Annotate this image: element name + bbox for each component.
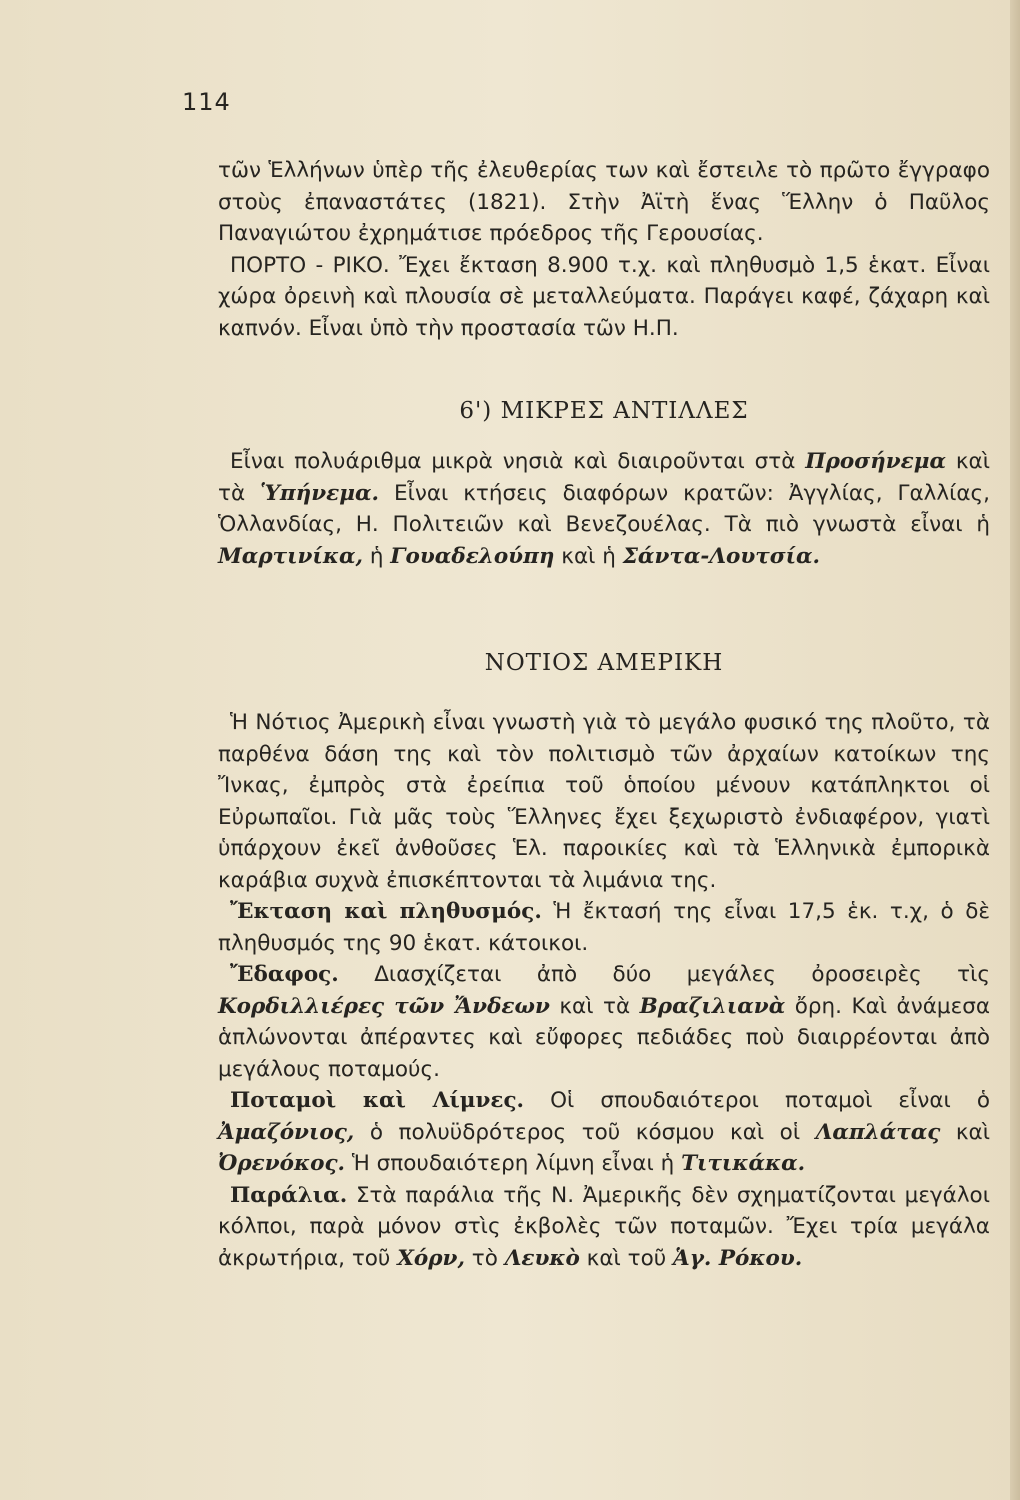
page-number: 114 bbox=[182, 88, 231, 116]
section-label: Παράλια. bbox=[230, 1182, 348, 1208]
paragraph-antilles: Εἶναι πολυάριθμα μικρὰ νησιὰ καὶ διαιροῦνται στὰ Προσήνεμα καὶ τὰ Ὑπήνεμα. Εἶναι κτήσεις διαφόρων κρατῶν: Ἀγγλίας, Γαλλίας, Ὁλλανδίας, Η. Πολιτειῶν καὶ Βενεζουέλας. Τὰ πιὸ γνωστὰ εἶναι ἡ Μαρτινίκα, ἡ Γουαδελούπη καὶ ἡ Σάντα-Λουτσία. bbox=[218, 449, 991, 569]
section-label: Ποταμοὶ καὶ Λίμνες. bbox=[230, 1088, 525, 1113]
text-block-antilles bbox=[218, 446, 990, 572]
place-name: Ἁγ. Ρόκου. bbox=[673, 1245, 803, 1271]
place-name: Προσήνεμα bbox=[805, 449, 947, 474]
place-name: Σάντα-Λουτσία. bbox=[622, 543, 821, 569]
place-name: Χόρν, bbox=[397, 1245, 465, 1271]
place-name: Ἀμαζόνιος, bbox=[218, 1119, 355, 1145]
paragraph-terrain: Ἔδαφος. Διασχίζεται ἀπὸ δύο μεγάλες ὀροσειρὲς τὶς Κορδιλλιέρες τῶν Ἄνδεων καὶ τὰ Βραζιλιανὰ ὄρη. Καὶ ἀνάμεσα ἁπλώνονται ἀπέραντες καὶ εὔφορες πεδιάδες ποὺ διαιρρέονται ἀπὸ μεγάλους ποταμούς. bbox=[218, 962, 990, 1082]
place-name: Τιτικάκα. bbox=[681, 1151, 806, 1176]
paragraph-rivers: Ποταμοὶ καὶ Λίμνες. Οἱ σπουδαιότεροι ποταμοὶ εἶναι ὁ Ἀμαζόνιος, ὁ πολυϋδρότερος τοῦ κόσμου καὶ οἱ Λαπλάτας καὶ Ὀρενόκος. Ἡ σπουδαιότερη λίμνη εἶναι ἡ Τιτικάκα. bbox=[218, 1088, 991, 1176]
place-name: Λαπλάτας bbox=[815, 1119, 941, 1145]
place-name: Κορδιλλιέρες τῶν Ἄνδεων bbox=[218, 993, 550, 1019]
place-name: Ὀρενόκος. bbox=[218, 1151, 346, 1176]
text-block-top bbox=[218, 155, 990, 344]
text-block-south-america bbox=[218, 707, 990, 1274]
paragraph-puerto-rico: ΠΟΡΤΟ - ΡΙΚΟ. Ἔχει ἔκταση 8.900 τ.χ. καὶ πληθυσμὸ 1,5 ἑκατ. Εἶναι χώρα ὀρεινὴ καὶ πλουσία σὲ μεταλλεύματα. Παράγει καφέ, ζάχαρη καὶ καπνόν. Εἶναι ὑπὸ τὴν προστασία τῶν Η.Π. bbox=[218, 252, 990, 341]
place-name: Ὑπήνεμα. bbox=[260, 480, 380, 506]
place-name: Μαρτινίκα, bbox=[218, 543, 363, 569]
place-name: Βραζιλιανὰ bbox=[639, 993, 786, 1019]
paragraph-intro: Ἡ Νότιος Ἀμερικὴ εἶναι γνωστὴ γιὰ τὸ μεγάλο φυσικό της πλοῦτο, τὰ παρθένα δάση της καὶ τὸν πολιτισμὸ τῶν ἀρχαίων κατοίκων της Ἴνκας, ἐμπρὸς στὰ ἐρείπια τοῦ ὁποίου μένουν κατάπληκτοι οἱ Εὐρωπαῖοι. Γιὰ μᾶς τοὺς Ἕλληνες ἔχει ξεχωριστὸ ἐνδιαφέρον, γιατὶ ὑπάρχουν ἐκεῖ ἀνθοῦσες Ἑλ. παροικίες καὶ τὰ Ἑλληνικὰ ἐμπορικὰ καράβια συχνὰ ἐπισκέπτονται τὰ λιμάνια της. bbox=[218, 710, 990, 893]
place-name: Γουαδελούπη bbox=[390, 543, 555, 569]
paragraph-haiti: τῶν Ἑλλήνων ὑπὲρ τῆς ἐλευθερίας των καὶ ἔστειλε τὸ πρῶτο ἔγγραφο στοὺς ἐπαναστάτες (1821). Στὴν Ἀϊτὴ ἕνας Ἕλλην ὁ Παῦλος Παναγιώτου ἐχρημάτισε πρόεδρος τῆς Γερουσίας. bbox=[218, 158, 990, 246]
heading-small-antilles: 6') ΜΙΚΡΕΣ ΑΝΤΙΛΛΕΣ bbox=[459, 398, 749, 424]
page-edge bbox=[1010, 0, 1020, 1500]
place-name: Λευκὸ bbox=[504, 1245, 580, 1271]
section-label: Ἔκταση καὶ πληθυσμός. bbox=[230, 899, 542, 924]
paragraph-area: Ἔκταση καὶ πληθυσμός. Ἡ ἔκτασή της εἶναι 17,5 ἑκ. τ.χ, ὁ δὲ πληθυσμός της 90 ἑκατ. κάτοικοι. bbox=[218, 899, 990, 956]
section-label: Ἔδαφος. bbox=[230, 962, 339, 987]
paragraph-coasts: Παράλια. Στὰ παράλια τῆς Ν. Ἀμερικῆς δὲν σχηματίζονται μεγάλοι κόλποι, παρὰ μόνον στὶς ἐκβολὲς τῶν ποταμῶν. Ἔχει τρία μεγάλα ἀκρωτήρια, τοῦ Χόρν, τὸ Λευκὸ καὶ τοῦ Ἁγ. Ρόκου. bbox=[218, 1182, 990, 1271]
heading-south-america: ΝΟΤΙΟΣ ΑΜΕΡΙΚΗ bbox=[484, 650, 724, 676]
